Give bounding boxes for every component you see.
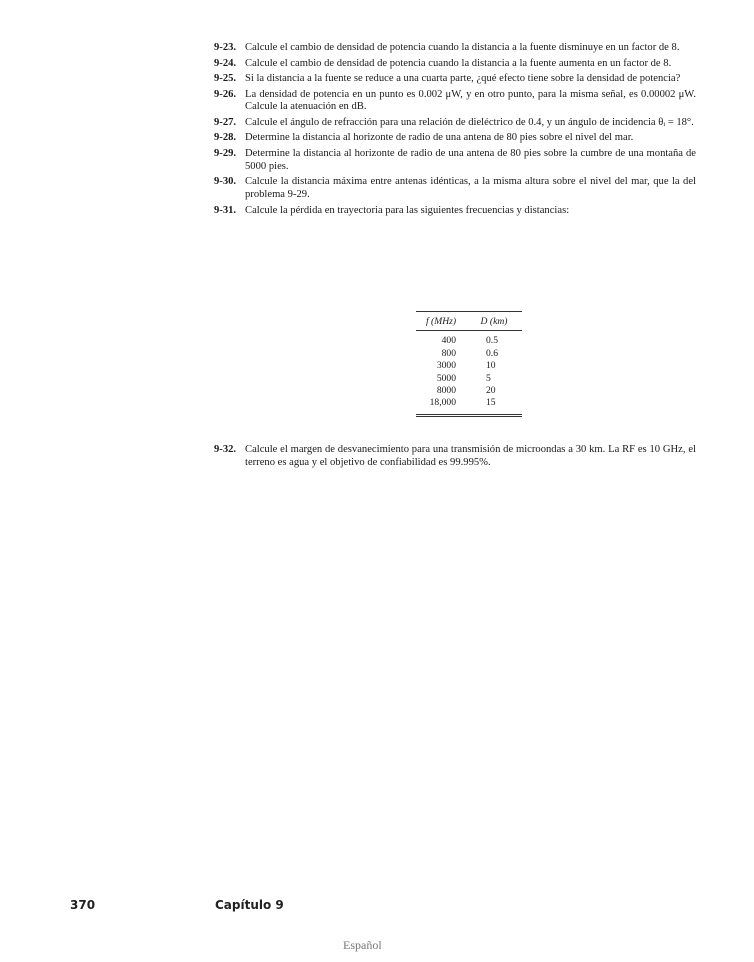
table-row xyxy=(416,373,522,385)
table-row xyxy=(416,360,522,372)
problem-text: Calcule el margen de desvanecimiento para una transmisión de microondas a 30 km. La RF es 10 GHz, el terreno es agua y el objetivo de confiabilidad es 99.995%. xyxy=(245,444,696,468)
chapter-label: Capítulo 9 xyxy=(215,898,284,912)
table-cell-distance: 5 xyxy=(486,372,491,384)
table-cell-frequency: 18,000 xyxy=(429,397,456,409)
problem-list xyxy=(214,42,696,220)
problem-number: 9-30. xyxy=(214,176,237,188)
table-cell-distance: 15 xyxy=(486,397,496,409)
problem-text: Calcule el cambio de densidad de potencia cuando la distancia a la fuente aumenta en un factor de 8. xyxy=(245,57,672,69)
problem-number: 9-24. xyxy=(214,57,237,69)
problem-number: 9-28. xyxy=(214,132,237,144)
problem-text: Si la distancia a la fuente se reduce a una cuarta parte, ¿qué efecto tiene sobre la densidad de potencia? xyxy=(245,73,681,84)
problem-text: Calcule el cambio de densidad de potencia cuando la distancia a la fuente disminuye en un factor de 8. xyxy=(245,42,680,53)
problem-item-last xyxy=(214,444,696,472)
problem-item xyxy=(214,89,696,115)
problem-number: 9-29. xyxy=(214,147,237,159)
table-cell-frequency: 8000 xyxy=(436,385,456,397)
problem-number: 9-31. xyxy=(214,204,237,216)
table-row xyxy=(416,348,522,360)
problem-text: Determine la distancia al horizonte de radio de una antena de 80 pies sobre la cumbre de una montaña de 5000 pies. xyxy=(245,147,696,172)
table-header-row xyxy=(416,312,522,330)
table-row xyxy=(416,335,522,347)
problem-text: La densidad de potencia en un punto es 0.002 μW, y en otro punto, para la misma señal, es 0.00002 μW. Calcule la atenuación en dB. xyxy=(245,88,696,113)
problem-text: Calcule la pérdida en trayectoria para las siguientes frecuencias y distancias: xyxy=(245,204,570,216)
cut-off-bottom-text: Español xyxy=(343,938,382,952)
table-cell-frequency: 3000 xyxy=(436,360,456,372)
table-row xyxy=(416,397,522,409)
page-number: 370 xyxy=(70,898,96,912)
problem-item xyxy=(214,117,696,130)
column-header-frequency: f (MHz) xyxy=(425,316,457,327)
problem-item xyxy=(214,444,696,470)
problem-item xyxy=(214,73,696,86)
problem-text: Calcule el ángulo de refracción para una relación de dieléctrico de 0.4, y un ángulo de incidencia θᵢ = 18°. xyxy=(245,116,694,128)
table-cell-distance: 20 xyxy=(486,385,496,397)
problem-number: 9-26. xyxy=(214,88,237,100)
problem-item xyxy=(214,42,696,55)
problem-number: 9-23. xyxy=(214,42,237,53)
problem-text: Determine la distancia al horizonte de radio de una antena de 80 pies sobre el nivel del mar. xyxy=(245,132,634,144)
problem-number: 9-32. xyxy=(214,444,237,455)
frequency-distance-table xyxy=(416,311,522,417)
table-cell-frequency: 800 xyxy=(441,347,456,359)
problem-item xyxy=(214,132,696,145)
table-row xyxy=(416,385,522,397)
table-body xyxy=(416,331,522,413)
table-cell-frequency: 5000 xyxy=(436,372,456,384)
problem-item xyxy=(214,176,696,202)
table-cell-distance: 0.6 xyxy=(486,347,498,359)
table-cell-distance: 10 xyxy=(486,360,496,372)
column-header-distance: D (km) xyxy=(480,316,508,327)
problem-item xyxy=(214,148,696,174)
table-bottom-rule xyxy=(416,414,522,417)
problem-item xyxy=(214,205,696,218)
problem-text: Calcule la distancia máxima entre antenas idénticas, a la misma altura sobre el nivel del mar, que la del problema 9-29. xyxy=(245,176,696,201)
problem-number: 9-25. xyxy=(214,73,237,84)
problem-number: 9-27. xyxy=(214,116,237,128)
problem-item xyxy=(214,58,696,71)
table-cell-frequency: 400 xyxy=(441,335,456,347)
table-cell-distance: 0.5 xyxy=(486,335,498,347)
